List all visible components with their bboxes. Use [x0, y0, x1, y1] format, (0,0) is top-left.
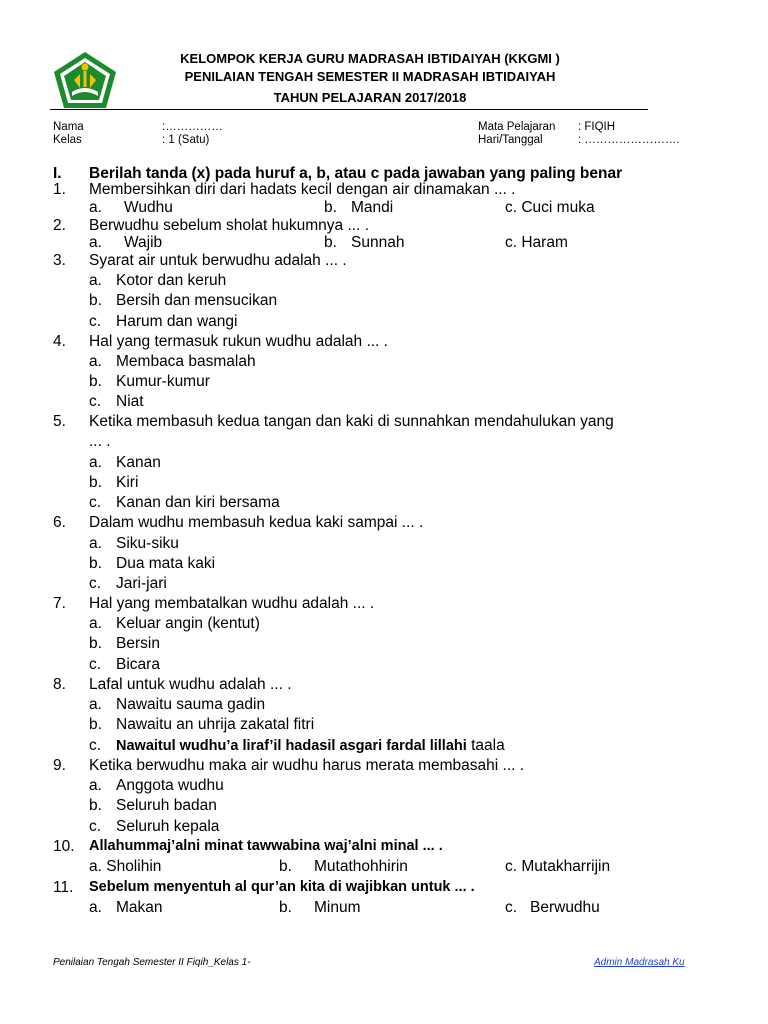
- question-text: ... .: [89, 433, 111, 450]
- option-10c[interactable]: [505, 858, 610, 876]
- option-letter: c.: [89, 393, 102, 410]
- question-text: Hal yang termasuk rukun wudhu adalah ... .: [89, 333, 388, 350]
- option-text: c. Cuci muka: [505, 199, 595, 216]
- option-text: Mandi: [351, 199, 394, 216]
- option-text: Nawaitu sauma gadin: [116, 696, 266, 713]
- option-text: c. Mutakharrijin: [505, 858, 611, 875]
- option-letter: b.: [89, 373, 102, 390]
- option-letter: c.: [89, 737, 102, 754]
- question-text: Hal yang membatalkan wudhu adalah ... .: [89, 595, 375, 612]
- option-1c[interactable]: [505, 199, 595, 217]
- option-letter: b.: [324, 234, 337, 251]
- instruction-text: Berilah tanda (x) pada huruf a, b, atau c pada jawaban yang paling benar: [89, 165, 623, 182]
- question-text: Syarat air untuk berwudhu adalah ... .: [89, 252, 347, 269]
- nama-value[interactable]: :……………: [162, 121, 223, 133]
- option-text: Kanan dan kiri bersama: [116, 494, 280, 511]
- kelas-value: : 1 (Satu): [162, 134, 210, 146]
- option-letter: b.: [89, 292, 102, 309]
- question-text: Dalam wudhu membasuh kedua kaki sampai ... .: [89, 514, 424, 531]
- section-number: I.: [53, 165, 62, 182]
- question-number: 4.: [53, 333, 66, 350]
- option-text: Bicara: [116, 656, 160, 673]
- nama-label: Nama: [53, 121, 84, 133]
- option-letter: a.: [89, 234, 102, 251]
- mapel-value: : FIQIH: [578, 121, 616, 133]
- option-letter: b.: [89, 635, 102, 652]
- question-text: Membersihkan diri dari hadats kecil dengan air dinamakan ... .: [89, 181, 516, 198]
- option-letter: b.: [89, 797, 102, 814]
- question-number: 8.: [53, 676, 66, 693]
- option-text: Keluar angin (kentut): [116, 615, 260, 632]
- option-text: Sunnah: [351, 234, 405, 251]
- mapel-label: Mata Pelajaran: [478, 121, 556, 133]
- question-text: Allahummaj’alni minat tawwabina waj’alni minal ... .: [89, 838, 443, 854]
- option-letter: b.: [279, 899, 292, 916]
- option-text: Dua mata kaki: [116, 555, 216, 572]
- option-text: Wudhu: [124, 199, 173, 216]
- question-text: Ketika berwudhu maka air wudhu harus merata membasahi ... .: [89, 757, 525, 774]
- question-text: Sebelum menyentuh al qur’an kita di wajibkan untuk ... .: [89, 879, 475, 895]
- header-line-2: PENILAIAN TENGAH SEMESTER II MADRASAH IBTIDAIYAH: [184, 69, 556, 84]
- option-letter: b.: [89, 716, 102, 733]
- question-number: 9.: [53, 757, 66, 774]
- option-letter: a.: [89, 777, 102, 794]
- option-letter: c.: [89, 656, 102, 673]
- option-letter: c.: [89, 494, 102, 511]
- option-text: Minum: [314, 899, 361, 916]
- option-text: Seluruh kepala: [116, 818, 220, 835]
- option-letter: a.: [89, 696, 102, 713]
- option-letter: a.: [89, 272, 102, 289]
- option-text: Makan: [116, 899, 163, 916]
- option-text: Siku-siku: [116, 535, 179, 552]
- header-line-1: KELOMPOK KERJA GURU MADRASAH IBTIDAIYAH (KKGMI ): [180, 51, 560, 66]
- header-divider: [50, 109, 648, 110]
- option-10a[interactable]: [89, 858, 161, 876]
- option-text: a. Sholihin: [89, 858, 162, 875]
- option-text: c. Haram: [505, 234, 568, 251]
- option-text: Bersih dan mensucikan: [116, 292, 278, 309]
- option-text: Wajib: [124, 234, 163, 251]
- hari-value[interactable]: : …………………….: [578, 134, 680, 146]
- option-text: Seluruh badan: [116, 797, 217, 814]
- option-text: Membaca basmalah: [116, 353, 256, 370]
- question-text: Berwudhu sebelum sholat hukumnya ... .: [89, 217, 370, 234]
- hari-label: Hari/Tanggal: [478, 134, 543, 146]
- option-2c[interactable]: [505, 234, 568, 252]
- option-letter: c.: [505, 899, 518, 916]
- option-letter: a.: [89, 535, 102, 552]
- option-text: [116, 737, 505, 755]
- option-letter: a.: [89, 899, 102, 916]
- option-text: Nawaitu an uhrija zakatal fitri: [116, 716, 315, 733]
- kelas-label: Kelas: [53, 134, 82, 146]
- question-number: 2.: [53, 217, 66, 234]
- option-text: Kotor dan keruh: [116, 272, 227, 289]
- option-letter: c.: [89, 818, 102, 835]
- option-text: Berwudhu: [530, 899, 600, 916]
- question-text: Ketika membasuh kedua tangan dan kaki di sunnahkan mendahulukan yang: [89, 413, 614, 430]
- option-text: Kanan: [116, 454, 161, 471]
- option-text: Jari-jari: [116, 575, 167, 592]
- question-text: Lafal untuk wudhu adalah ... .: [89, 676, 292, 693]
- footer-left-text: Penilaian Tengah Semester II Fiqih_Kelas 1-: [53, 957, 251, 968]
- option-text: Mutathohhirin: [314, 858, 408, 875]
- option-text-bold: Nawaitul wudhu’a liraf’il hadasil asgari fardal lillahi: [116, 738, 467, 754]
- option-letter: b.: [279, 858, 292, 875]
- option-letter: b.: [89, 474, 102, 491]
- option-text-tail: taala: [466, 737, 505, 754]
- option-text: Kumur-kumur: [116, 373, 210, 390]
- option-letter: c.: [89, 313, 102, 330]
- option-letter: a.: [89, 353, 102, 370]
- option-letter: c.: [89, 575, 102, 592]
- option-letter: a.: [89, 454, 102, 471]
- footer-link[interactable]: Admin Madrasah Ku: [594, 957, 685, 968]
- option-letter: a.: [89, 615, 102, 632]
- option-letter: b.: [89, 555, 102, 572]
- option-text: Harum dan wangi: [116, 313, 238, 330]
- question-number: 10.: [53, 838, 75, 855]
- option-text: Bersin: [116, 635, 160, 652]
- question-number: 6.: [53, 514, 66, 531]
- option-letter: a.: [89, 199, 102, 216]
- option-letter: b.: [324, 199, 337, 216]
- question-number: 3.: [53, 252, 66, 269]
- option-text: Kiri: [116, 474, 139, 491]
- header-line-3: TAHUN PELAJARAN 2017/2018: [273, 90, 467, 105]
- question-number: 1.: [53, 181, 66, 198]
- question-number: 11.: [53, 879, 74, 896]
- question-number: 5.: [53, 413, 66, 430]
- option-text: Niat: [116, 393, 144, 410]
- option-text: Anggota wudhu: [116, 777, 224, 794]
- question-number: 7.: [53, 595, 66, 612]
